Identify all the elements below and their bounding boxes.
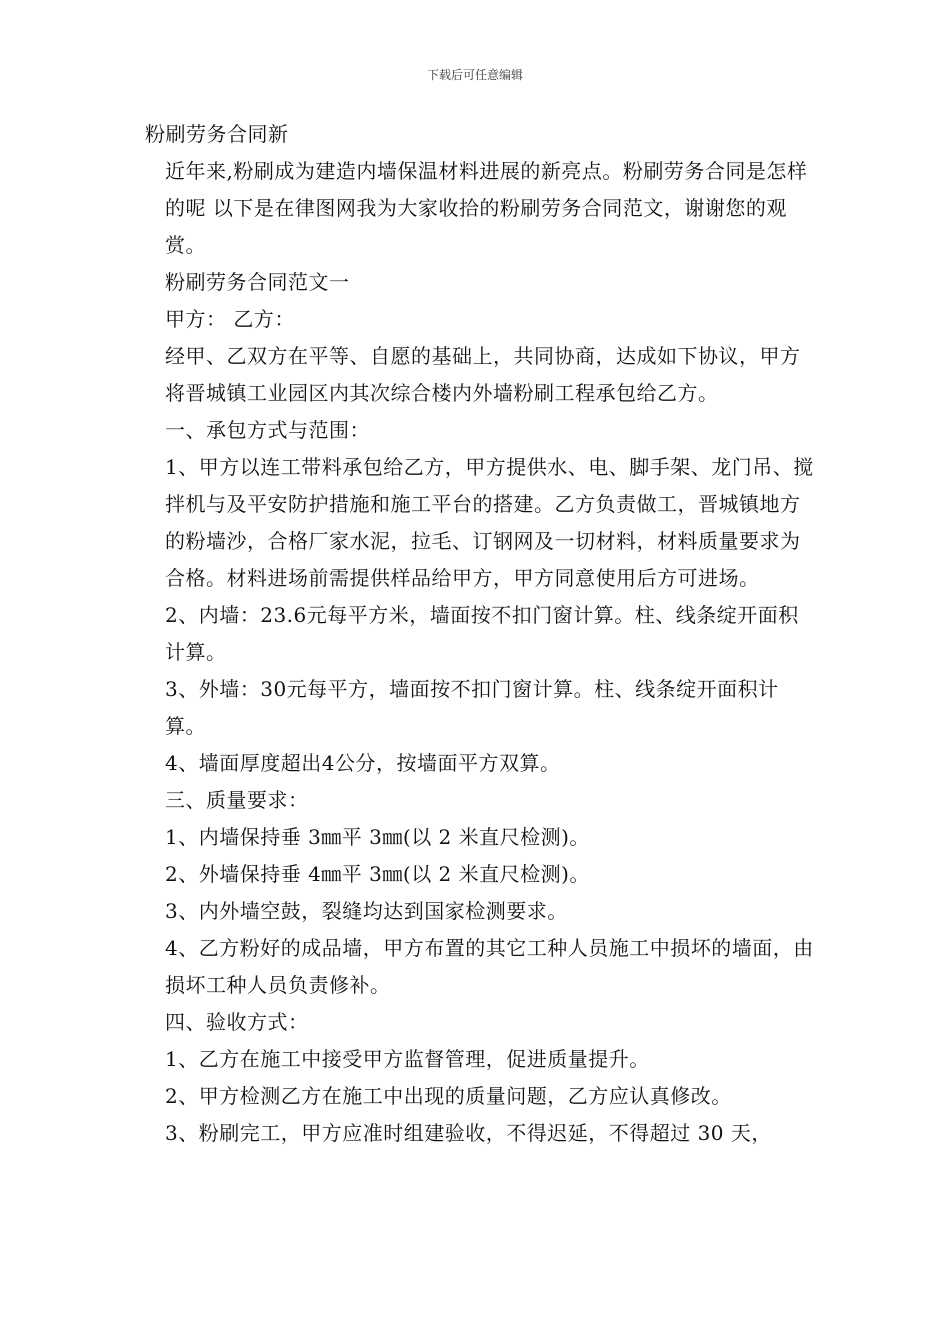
paragraph-acceptance-2: 2、甲方检测乙方在施工中出现的质量问题，乙方应认真修改。 — [165, 1084, 732, 1108]
paragraph-scope-1: 1、甲方以连工带料承包给乙方，甲方提供水、电、脚手架、龙门吊、搅拌机与及平安防护措施和施工平台的搭建。乙方负责做工，晋城镇地方的粉墙沙，合格厂家水泥，拉毛、订钢网及一切材料，材料质量要求为合格。材料进场前需提供样品给甲方，甲方同意使用后方可进场。 — [165, 455, 814, 590]
paragraph-parties: 甲方： 乙方： — [165, 307, 295, 331]
paragraph-scope-2: 2、内墙：23.6元每平方米，墙面按不扣门窗计算。柱、线条绽开面积计算。 — [165, 603, 799, 664]
page-header: 下载后可任意编辑 — [426, 68, 523, 82]
paragraph-scope-3: 3、外墙：30元每平方，墙面按不扣门窗计算。柱、线条绽开面积计算。 — [165, 677, 779, 738]
section-heading-sample-one: 粉刷劳务合同范文一 — [165, 270, 350, 294]
paragraph-acceptance-1: 1、乙方在施工中接受甲方监督管理，促进质量提升。 — [165, 1047, 650, 1071]
paragraph-scope-4: 4、墙面厚度超出4公分，按墙面平方双算。 — [165, 751, 561, 775]
section-heading-acceptance: 四、验收方式： — [165, 1010, 309, 1034]
paragraph-quality-3: 3、内外墙空鼓，裂缝均达到国家检测要求。 — [165, 899, 568, 923]
paragraph-quality-1: 1、内墙保持垂 3㎜平 3㎜(以 2 米直尺检测)。 — [165, 825, 590, 849]
paragraph-acceptance-3: 3、粉刷完工，甲方应准时组建验收，不得迟延，不得超过 30 天， — [165, 1121, 772, 1145]
section-heading-scope: 一、承包方式与范围： — [165, 418, 370, 442]
paragraph-agreement: 经甲、乙双方在平等、自愿的基础上，共同协商，达成如下协议，甲方将晋城镇工业园区内其次综合楼内外墙粉刷工程承包给乙方。 — [165, 344, 801, 405]
document-title: 粉刷劳务合同新 — [145, 122, 289, 146]
paragraph-quality-2: 2、外墙保持垂 4㎜平 3㎜(以 2 米直尺检测)。 — [165, 862, 590, 886]
paragraph-quality-4: 4、乙方粉好的成品墙，甲方布置的其它工种人员施工中损坏的墙面，由损坏工种人员负责修补。 — [165, 936, 814, 997]
document-body — [145, 116, 815, 1152]
paragraph-intro: 近年来,粉刷成为建造内墙保温材料进展的新亮点。粉刷劳务合同是怎样的呢 以下是在律图网我为大家收拾的粉刷劳务合同范文，谢谢您的观赏。 — [165, 159, 808, 257]
section-heading-quality: 三、质量要求： — [165, 788, 309, 812]
